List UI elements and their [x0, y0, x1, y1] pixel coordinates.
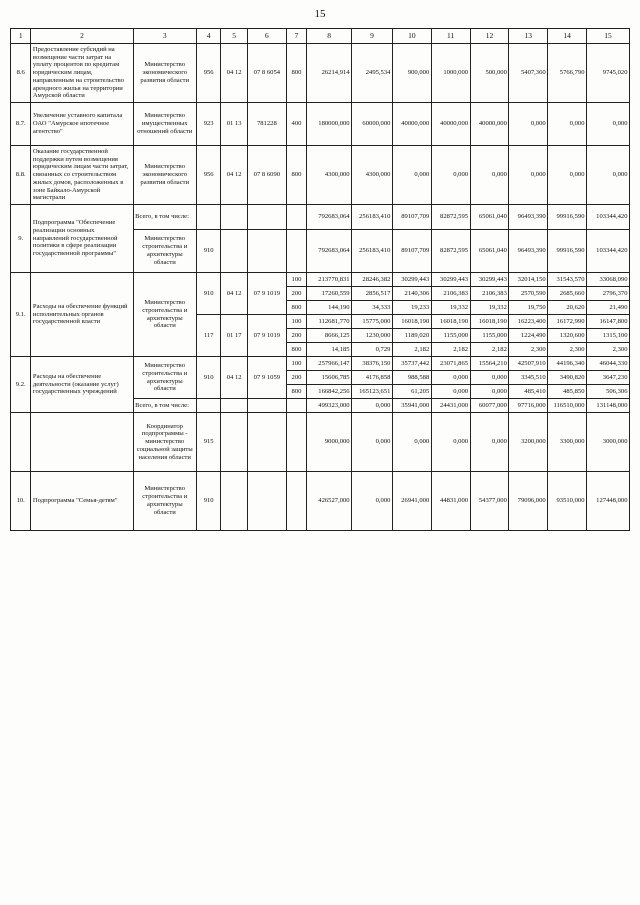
amount-cell: 26214,914: [307, 44, 352, 103]
expense-type: 800: [286, 44, 306, 103]
table-row: [11, 103, 630, 146]
amount-cell: 30299,443: [392, 273, 431, 287]
amount-cell: 79096,000: [509, 472, 548, 531]
column-header: 12: [470, 29, 509, 44]
measure-name: Расходы на обеспечение функций исполнительных органов государственной власти: [31, 273, 133, 357]
section-code: [221, 472, 248, 531]
expense-type: 800: [286, 301, 306, 315]
amount-cell: 1224,490: [509, 329, 548, 343]
amount-cell: 900,000: [392, 44, 431, 103]
measure-name: Подпрограмма "Обеспечение реализации основных направлений государственной политики в сфере реализации государственной программы": [31, 205, 133, 273]
amount-cell: 16147,800: [587, 315, 630, 329]
amount-cell: 103344,420: [587, 205, 630, 230]
expense-type: 200: [286, 329, 306, 343]
target-article: [247, 399, 286, 413]
amount-cell: 0,000: [509, 103, 548, 146]
section-code: [221, 205, 248, 230]
amount-cell: 42507,910: [509, 357, 548, 371]
responsible-agency: Координатор подпрограммы - министерство социальной защиты населения области: [133, 413, 196, 472]
amount-cell: 0,000: [548, 103, 587, 146]
amount-cell: 0,729: [352, 343, 393, 357]
column-header: 6: [247, 29, 286, 44]
section-code: 01 13: [221, 103, 248, 146]
responsible-agency: Министерство экономического развития области: [133, 146, 196, 205]
amount-cell: 2,300: [548, 343, 587, 357]
table-row: [11, 273, 630, 287]
amount-cell: 16018,190: [431, 315, 470, 329]
section-code: 01 17: [221, 315, 248, 357]
row-number: 8.6: [11, 44, 31, 103]
amount-cell: 20,620: [548, 301, 587, 315]
amount-cell: 2106,383: [431, 287, 470, 301]
target-article: 07 8 6090: [247, 146, 286, 205]
amount-cell: 116510,000: [548, 399, 587, 413]
row-number: 9.: [11, 205, 31, 273]
amount-cell: 0,000: [587, 146, 630, 205]
target-article: [247, 205, 286, 230]
amount-cell: 2,182: [470, 343, 509, 357]
amount-cell: 499323,000: [307, 399, 352, 413]
amount-cell: 2,182: [392, 343, 431, 357]
section-code: 04 12: [221, 44, 248, 103]
amount-cell: 2796,370: [587, 287, 630, 301]
amount-cell: 2856,517: [352, 287, 393, 301]
amount-cell: 89107,709: [392, 205, 431, 230]
amount-cell: 0,000: [509, 146, 548, 205]
column-header: 5: [221, 29, 248, 44]
amount-cell: 40000,000: [470, 103, 509, 146]
grbs-code: 117: [196, 315, 221, 357]
amount-cell: 103344,420: [587, 230, 630, 273]
section-code: 04 12: [221, 146, 248, 205]
measure-name: Увеличение уставного капитала ОАО "Амурское ипотечное агентство": [31, 103, 133, 146]
amount-cell: 4176,858: [352, 371, 393, 385]
grbs-code: 956: [196, 146, 221, 205]
expense-type: 100: [286, 357, 306, 371]
target-article: 07 8 6054: [247, 44, 286, 103]
amount-cell: 4300,000: [307, 146, 352, 205]
responsible-agency: Министерство строительства и архитектуры области: [133, 230, 196, 273]
grbs-code: 910: [196, 230, 221, 273]
amount-cell: 3345,510: [509, 371, 548, 385]
amount-cell: 180000,000: [307, 103, 352, 146]
column-header: 2: [31, 29, 133, 44]
expense-type: 800: [286, 343, 306, 357]
responsible-agency: Министерство имущественных отношений области: [133, 103, 196, 146]
amount-cell: 1155,000: [431, 329, 470, 343]
column-header: 14: [548, 29, 587, 44]
amount-cell: 16018,190: [470, 315, 509, 329]
amount-cell: 19,750: [509, 301, 548, 315]
expense-type: [286, 399, 306, 413]
amount-cell: 0,000: [470, 371, 509, 385]
expense-type: [286, 413, 306, 472]
amount-cell: 28246,382: [352, 273, 393, 287]
amount-cell: 166842,256: [307, 385, 352, 399]
amount-cell: 0,000: [470, 385, 509, 399]
amount-cell: 0,000: [431, 413, 470, 472]
expense-type: [286, 205, 306, 230]
amount-cell: 485,850: [548, 385, 587, 399]
target-article: 07 9 1059: [247, 357, 286, 399]
amount-cell: 30299,443: [470, 273, 509, 287]
amount-cell: 0,000: [431, 371, 470, 385]
amount-cell: 0,000: [470, 413, 509, 472]
column-header: 1: [11, 29, 31, 44]
amount-cell: 0,000: [352, 413, 393, 472]
responsible-agency: Министерство экономического развития области: [133, 44, 196, 103]
amount-cell: 506,306: [587, 385, 630, 399]
expense-type: [286, 230, 306, 273]
target-article: [247, 413, 286, 472]
amount-cell: 256183,410: [352, 230, 393, 273]
amount-cell: 38376,150: [352, 357, 393, 371]
expense-type: 800: [286, 146, 306, 205]
amount-cell: 33068,090: [587, 273, 630, 287]
amount-cell: 0,000: [352, 399, 393, 413]
amount-cell: 213770,831: [307, 273, 352, 287]
amount-cell: 23071,865: [431, 357, 470, 371]
amount-cell: 1155,000: [470, 329, 509, 343]
grbs-code: [196, 205, 221, 230]
amount-cell: 165123,651: [352, 385, 393, 399]
amount-cell: 46044,330: [587, 357, 630, 371]
amount-cell: 65061,040: [470, 230, 509, 273]
section-code: [221, 399, 248, 413]
target-article: 07 9 1019: [247, 273, 286, 315]
budget-table: [10, 28, 630, 531]
section-code: [221, 413, 248, 472]
expense-type: 100: [286, 273, 306, 287]
amount-cell: 1189,020: [392, 329, 431, 343]
amount-cell: 60000,000: [352, 103, 393, 146]
amount-cell: 3300,000: [548, 413, 587, 472]
column-header: 4: [196, 29, 221, 44]
amount-cell: 4300,000: [352, 146, 393, 205]
total-label: Всего, в том числе:: [133, 399, 196, 413]
amount-cell: 96493,390: [509, 230, 548, 273]
amount-cell: 3200,000: [509, 413, 548, 472]
target-article: 07 9 1019: [247, 315, 286, 357]
amount-cell: 97716,000: [509, 399, 548, 413]
amount-cell: 32014,150: [509, 273, 548, 287]
amount-cell: 0,000: [470, 146, 509, 205]
amount-cell: 96493,390: [509, 205, 548, 230]
amount-cell: 2106,383: [470, 287, 509, 301]
amount-cell: 16172,990: [548, 315, 587, 329]
amount-cell: 54377,000: [470, 472, 509, 531]
table-row: [11, 44, 630, 103]
amount-cell: 16018,190: [392, 315, 431, 329]
amount-cell: 2,182: [431, 343, 470, 357]
amount-cell: 0,000: [431, 385, 470, 399]
responsible-agency: Министерство строительства и архитектуры области: [133, 357, 196, 399]
amount-cell: 19,332: [470, 301, 509, 315]
total-label: Всего, в том числе:: [133, 205, 196, 230]
amount-cell: 65061,040: [470, 205, 509, 230]
amount-cell: 2140,306: [392, 287, 431, 301]
amount-cell: 0,000: [431, 146, 470, 205]
amount-cell: 15775,000: [352, 315, 393, 329]
amount-cell: 2495,534: [352, 44, 393, 103]
target-article: [247, 472, 286, 531]
table-row: [11, 472, 630, 531]
amount-cell: 0,000: [392, 146, 431, 205]
measure-name: [31, 413, 133, 472]
amount-cell: 82872,595: [431, 205, 470, 230]
amount-cell: 40000,000: [431, 103, 470, 146]
amount-cell: 15564,210: [470, 357, 509, 371]
amount-cell: 9745,020: [587, 44, 630, 103]
amount-cell: 89107,709: [392, 230, 431, 273]
amount-cell: 500,000: [470, 44, 509, 103]
amount-cell: 792683,064: [307, 230, 352, 273]
amount-cell: 21,490: [587, 301, 630, 315]
amount-cell: 0,000: [392, 413, 431, 472]
table-row: [11, 146, 630, 205]
table-row: [11, 413, 630, 472]
row-number: 8.7.: [11, 103, 31, 146]
amount-cell: 257966,147: [307, 357, 352, 371]
grbs-code: 923: [196, 103, 221, 146]
amount-cell: 44831,000: [431, 472, 470, 531]
amount-cell: 17260,559: [307, 287, 352, 301]
grbs-code: 910: [196, 472, 221, 531]
amount-cell: 0,000: [548, 146, 587, 205]
amount-cell: 792683,064: [307, 205, 352, 230]
expense-type: 200: [286, 371, 306, 385]
column-number-row: [11, 29, 630, 44]
grbs-code: [196, 399, 221, 413]
amount-cell: 30299,443: [431, 273, 470, 287]
amount-cell: 1315,100: [587, 329, 630, 343]
amount-cell: 1230,000: [352, 329, 393, 343]
expense-type: 800: [286, 385, 306, 399]
measure-name: Подпрограмма "Семья-детям": [31, 472, 133, 531]
amount-cell: 3647,230: [587, 371, 630, 385]
amount-cell: 2,300: [587, 343, 630, 357]
page-number: 15: [314, 8, 326, 20]
amount-cell: 99916,590: [548, 230, 587, 273]
budget-table-container: [10, 28, 630, 531]
expense-type: 200: [286, 287, 306, 301]
amount-cell: 99916,590: [548, 205, 587, 230]
amount-cell: 144,190: [307, 301, 352, 315]
amount-cell: 8666,125: [307, 329, 352, 343]
section-code: 04 12: [221, 273, 248, 315]
amount-cell: 35737,442: [392, 357, 431, 371]
target-article: 781228: [247, 103, 286, 146]
amount-cell: 19,233: [392, 301, 431, 315]
amount-cell: 256183,410: [352, 205, 393, 230]
amount-cell: 19,332: [431, 301, 470, 315]
row-number: 8.8.: [11, 146, 31, 205]
measure-name: Предоставление субсидий на возмещение части затрат на уплату процентов по кредитам юридическим лицам, направленным на строительство арендного жилья на территории Амурской области: [31, 44, 133, 103]
amount-cell: 1000,000: [431, 44, 470, 103]
measure-name: Расходы на обеспечение деятельности (оказание услуг) государственных учреждений: [31, 357, 133, 413]
column-header: 15: [587, 29, 630, 44]
amount-cell: 112681,770: [307, 315, 352, 329]
amount-cell: 5407,360: [509, 44, 548, 103]
amount-cell: 5766,790: [548, 44, 587, 103]
amount-cell: 93510,000: [548, 472, 587, 531]
row-number: 9.1.: [11, 273, 31, 357]
expense-type: 100: [286, 315, 306, 329]
amount-cell: 40000,000: [392, 103, 431, 146]
amount-cell: 0,000: [352, 472, 393, 531]
column-header: 8: [307, 29, 352, 44]
amount-cell: 15606,785: [307, 371, 352, 385]
amount-cell: 16223,400: [509, 315, 548, 329]
table-row: [11, 357, 630, 371]
measure-name: Оказание государственной поддержки путем возмещения юридическим лицам части затрат, связанных со строительством жилых домов, расположенных в зоне Байкало-Амурской магистрали: [31, 146, 133, 205]
grbs-code: 910: [196, 357, 221, 399]
amount-cell: 0,000: [587, 103, 630, 146]
amount-cell: 35941,000: [392, 399, 431, 413]
amount-cell: 3000,000: [587, 413, 630, 472]
amount-cell: 426527,000: [307, 472, 352, 531]
amount-cell: 61,205: [392, 385, 431, 399]
amount-cell: 485,410: [509, 385, 548, 399]
responsible-agency: Министерство строительства и архитектуры области: [133, 273, 196, 357]
amount-cell: 2685,660: [548, 287, 587, 301]
grbs-code: 956: [196, 44, 221, 103]
amount-cell: 60077,000: [470, 399, 509, 413]
column-header: 9: [352, 29, 393, 44]
amount-cell: 31543,570: [548, 273, 587, 287]
amount-cell: 82872,595: [431, 230, 470, 273]
amount-cell: 3490,820: [548, 371, 587, 385]
amount-cell: 24431,000: [431, 399, 470, 413]
row-number: 10.: [11, 472, 31, 531]
column-header: 13: [509, 29, 548, 44]
column-header: 3: [133, 29, 196, 44]
table-row: [11, 205, 630, 230]
row-number: [11, 413, 31, 472]
amount-cell: 1320,600: [548, 329, 587, 343]
amount-cell: 131148,000: [587, 399, 630, 413]
column-header: 10: [392, 29, 431, 44]
amount-cell: 44196,340: [548, 357, 587, 371]
expense-type: [286, 472, 306, 531]
row-number: 9.2.: [11, 357, 31, 413]
column-header: 7: [286, 29, 306, 44]
amount-cell: 34,333: [352, 301, 393, 315]
amount-cell: 9000,000: [307, 413, 352, 472]
amount-cell: 127448,000: [587, 472, 630, 531]
section-code: 04 12: [221, 357, 248, 399]
target-article: [247, 230, 286, 273]
amount-cell: 988,588: [392, 371, 431, 385]
responsible-agency: Министерство строительства и архитектуры области: [133, 472, 196, 531]
column-header: 11: [431, 29, 470, 44]
amount-cell: 2570,590: [509, 287, 548, 301]
grbs-code: 915: [196, 413, 221, 472]
amount-cell: 2,300: [509, 343, 548, 357]
expense-type: 400: [286, 103, 306, 146]
amount-cell: 14,185: [307, 343, 352, 357]
amount-cell: 26941,000: [392, 472, 431, 531]
section-code: [221, 230, 248, 273]
grbs-code: 910: [196, 273, 221, 315]
